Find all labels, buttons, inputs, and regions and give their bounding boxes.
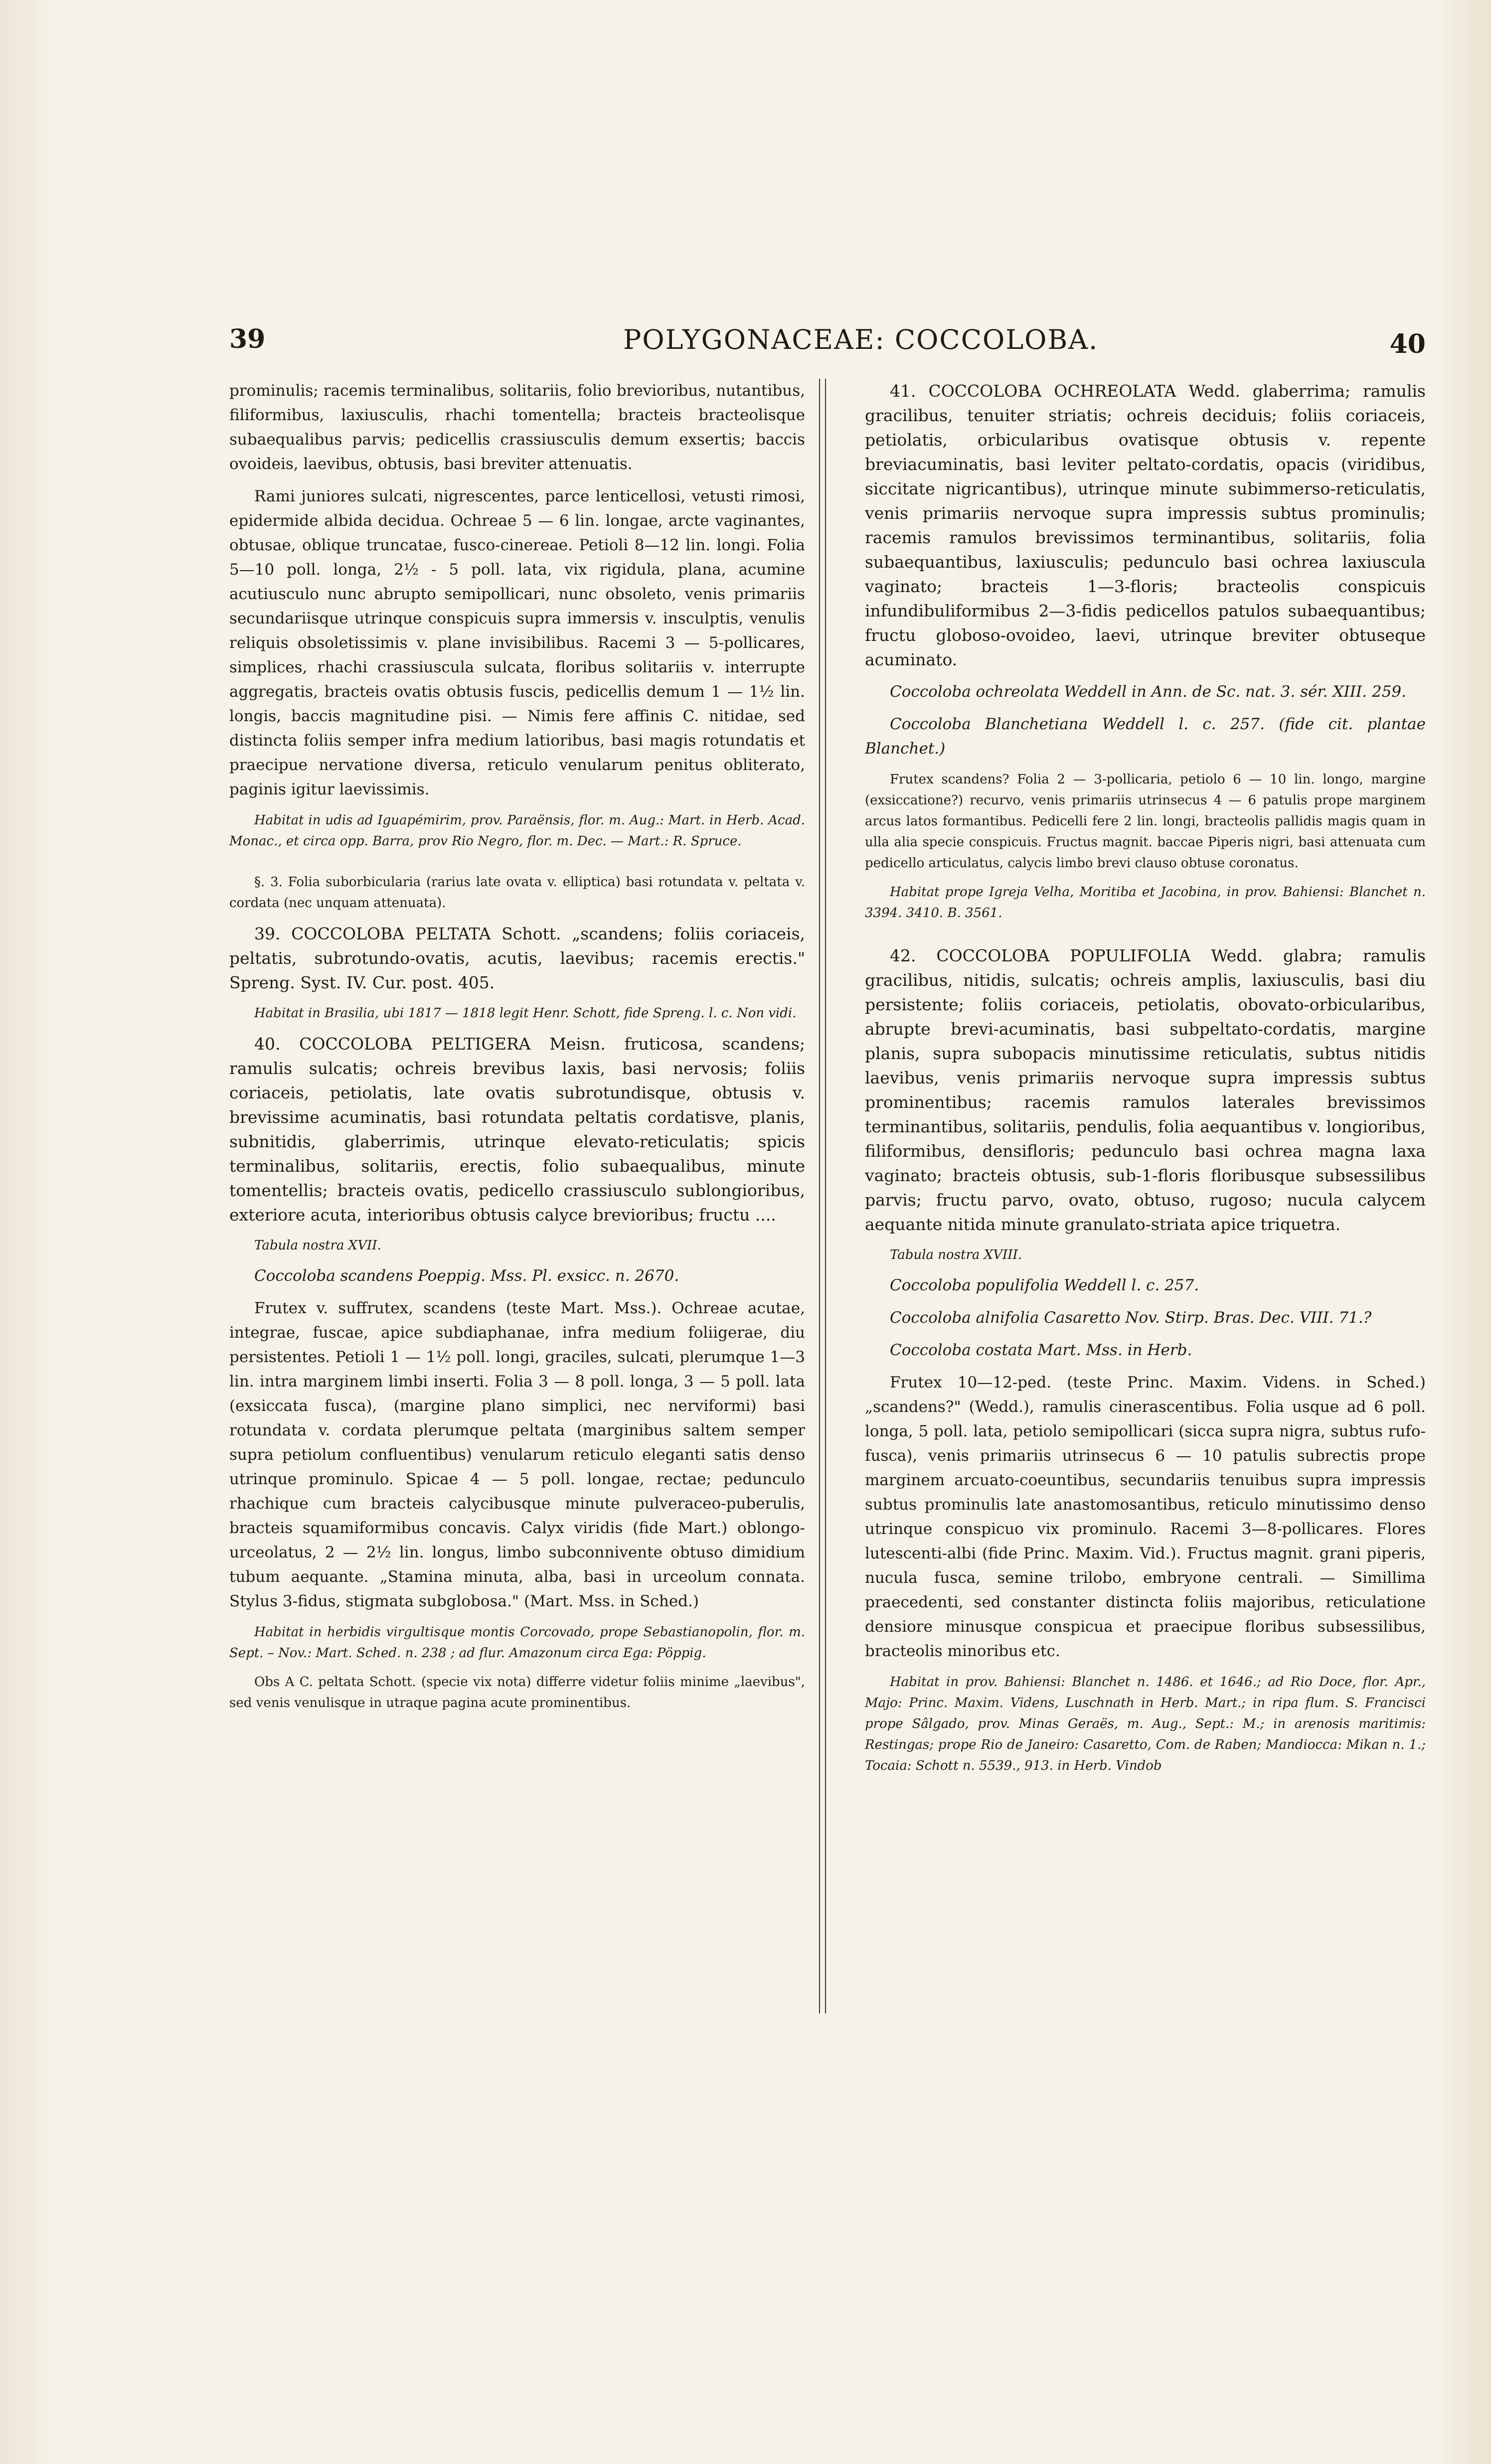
habitat-note: Habitat in prov. Bahiensi: Blanchet n. 1486. et 1646.; ad Rio Doce, flor. Apr., Majo: Princ. Maxim. Videns, Luschnath in Herb. Mart.; in ripa flum. S. Francisci prope Sâlgado, prov. Minas Geraës, m. Aug., Sept.: M.; in arenosis maritimis: Restingas; prope Rio de Janeiro: Casaretto, Com. de Raben; Mandiocca: Mikan n. 1.; Tocaia: Schott n. 5539., 913. in Herb. Vindob [865, 1675, 1426, 1773]
species-name: 40. COCCOLOBA PELTIGERA Meisn. [254, 1034, 606, 1054]
species-entry-39 [229, 922, 805, 995]
habitat-note: Habitat prope Igreja Velha, Moritiba et Jacobina, in prov. Bahiensi: Blanchet n. 3394. 3410. B. 3561. [865, 885, 1426, 921]
species-entry-40 [229, 1032, 805, 1227]
species-diagnosis: „scandens; foliis coriaceis, peltatis, subrotundo-ovatis, acutis, laevibus; racemis erectis." Spreng. Syst. IV. Cur. post. 405. [229, 924, 805, 992]
species-diagnosis: glaberrima; ramulis gracilibus, tenuiter striatis; ochreis deciduis; foliis coriaceis, petiolatis, orbicularibus ovatisque obtusis v. repente breviacuminatis, basi leviter peltato-cordatis, opacis (viridibus, siccitate nigricantibus), utrinque minute subimmerso-reticulatis, venis primariis nervoque supra impressis subtus prominulis; racemis ramulos brevissimos terminantibus, solitariis, folia subaequantibus, laxiusculis; pedunculo basi ochrea laxiuscula vaginato; bracteis 1—3-floris; bracteolis conspicuis infundibuliformibus 2—3-fidis pedicellos patulos subaequantibus; fructu globoso-ovoideo, laevi, utrinque breviter obtuseque acuminato. [865, 381, 1426, 669]
synonym: Coccoloba ochreolata Weddell in Ann. de Sc. nat. 3. sér. XIII. 259. [890, 683, 1407, 701]
paragraph: Frutex 10—12-ped. (teste Princ. Maxim. Videns. in Sched.) „scandens?" (Wedd.), ramulis cinerascentibus. Folia usque ad 6 poll. longa, 5 poll. lata, petiolo semipollicari (sicca supra nigra, subtus rufo-fusca), venis primariis utrinsecus 6 — 10 patulis subrectis prope marginem arcuato-coeuntibus, secundariis tenuibus supra impressis subtus prominulis late anastomosantibus, reticulo minutissimo denso utrinque conspicuo vix prominulo. Racemi 3—8-pollicares. Flores lutescenti-albi (fide Princ. Maxim. Vid.). Fructus magnit. grani piperis, nucula fusca, semine trilobo, embryone centrali. — Simillima praecedenti, sed constanter distincta foliis majoribus, reticulatione densiore minusque conspicua et praecipue floribus subsessilibus, bracteolis minoribus etc. [865, 1374, 1426, 1660]
habitat-note: Habitat in herbidis virgultisque montis Corcovado, prope Sebastianopolin, flor. m. Sept. – Nov.: Mart. Sched. n. 238 ; ad flur. Amazonum circa Ega: Pöppig. [229, 1625, 805, 1661]
running-head [229, 324, 1426, 364]
habitat-note: Habitat in udis ad Iguapémirim, prov. Paraënsis, flor. m. Aug.: Mart. in Herb. Acad. Monac., et circa opp. Barra, prov Rio Negro, flor. m. Dec. — Mart.: R. Spruce. [229, 813, 805, 849]
page-number-right: 40 [1389, 329, 1426, 359]
synonym: Coccoloba alnifolia Casaretto Nov. Stirp. Bras. Dec. VIII. 71.? [890, 1309, 1372, 1327]
paragraph: Rami juniores sulcati, nigrescentes, parce lenticellosi, vetusti rimosi, epidermide albida decidua. Ochreae 5 — 6 lin. longae, arcte vaginantes, obtusae, oblique truncatae, fusco-cinereae. Petioli 8—12 lin. longi. Folia 5—10 poll. longa, 2½ - 5 poll. lata, vix rigidula, plana, acumine acutiusculo nunc abrupto semipollicari, nunc obsoleto, venis primariis secundariisque utrinque conspicuis supra immersis v. insculptis, venulis reliquis obsoletissimis v. plane invisibilibus. Racemi 3 — 5-pollicares, simplices, rhachi crassiuscula sulcata, floribus solitariis v. interrupte aggregatis, bracteis ovatis obtusis fuscis, pedicellis demum 1 — 1½ lin. longis, baccis magnitudine pisi. — Nimis fere affinis C. nitidae, sed distincta foliis semper infra medium latioribus, basi magis rotundatis et praecipue nervatione diversa, reticulo venularum penitus obliterato, paginis igitur laevissimis. [229, 487, 805, 798]
page-number-left: 39 [229, 324, 266, 354]
page-title: POLYGONACEAE: COCCOLOBA. [623, 324, 1099, 355]
synonym: Coccoloba populifolia Weddell l. c. 257. [890, 1276, 1199, 1294]
plate-reference: Tabula nostra XVIII. [890, 1247, 1022, 1262]
synonym: Coccoloba Blanchetiana Weddell l. c. 257. (fide cit. plantae Blanchet.) [865, 715, 1426, 758]
observation-note: Obs A C. peltata Schott. (specie vix nota) differre videtur foliis minime „laevibus", sed venis venulisque in utraque pagina acute prominentibus. [229, 1675, 805, 1710]
synonym: Coccoloba scandens Poeppig. Mss. Pl. exsicc. n. 2670. [254, 1267, 679, 1285]
plate-reference: Tabula nostra XVII. [254, 1238, 381, 1253]
species-name: 42. COCCOLOBA POPULIFOLIA Wedd. [890, 946, 1263, 965]
left-column [229, 379, 805, 2205]
species-name: 41. COCCOLOBA OCHREOLATA Wedd. [890, 381, 1240, 401]
paragraph: Frutex v. suffrutex, scandens (teste Mart. Mss.). Ochreae acutae, integrae, fuscae, apice subdiaphanae, infra medium foliigerae, diu persistentes. Petioli 1 — 1½ poll. longi, graciles, sulcati, plerumque 1—3 lin. intra marginem limbi inserti. Folia 3 — 8 poll. longa, 3 — 5 poll. lata (exsiccata fusca), (margine plano simplici, nec nerviformi) basi rotundata v. cordata plerumque peltata (marginibus saltem semper supra petiolum confluentibus) venularum reticulo eleganti satis denso utrinque prominulo. Spicae 4 — 5 poll. longae, rectae; pedunculo rhachique cum bracteis calycibusque minute pulveraceo-puberulis, bracteis squamiformibus concavis. Calyx viridis (fide Mart.) oblongo-urceolatus, 2 — 2½ lin. longus, limbo subconnivente obtuso dimidium tubum aequante. „Stamina minuta, alba, basi in urceolum connata. Stylus 3-fidus, stigmata subglobosa." (Mart. Mss. in Sched.) [229, 1299, 805, 1610]
species-name: 39. COCCOLOBA PELTATA Schott. [254, 924, 561, 943]
species-diagnosis: glabra; ramulis gracilibus, nitidis, sulcatis; ochreis amplis, laxiusculis, basi diu persistente; foliis coriaceis, petiolatis, obovato-orbicularibus, abrupte brevi-acuminatis, basi subpeltato-cordatis, margine planis, supra subopacis minutissime reticulatis, subtus nitidis laevibus, venis primariis nervoque supra impressis subtus prominentibus; racemis ramulos laterales brevissimos terminantibus, solitariis, pendulis, folia aequantibus v. longioribus, filiformibus, densifloris; pedunculo basi ochrea magna laxa vaginato; bracteis obtusis, sub-1-floris floribusque subsessilibus parvis; fructu parvo, ovato, obtuso, rugoso; nucula calycem aequante nitida minute granulato-striata apice triquetra. [865, 946, 1426, 1234]
paragraph: Frutex scandens? Folia 2 — 3-pollicaria, petiolo 6 — 10 lin. longo, margine (exsiccatione?) recurvo, venis primariis utrinsecus 4 — 6 patulis prope marginem arcus latos formantibus. Pedicelli fere 2 lin. longi, bracteolis pallidis magis quam in ulla alia specie conspicuis. Fructus magnit. baccae Piperis nigri, basi attenuata cum pedicello articulatus, calycis limbo brevi clauso obtuse coronatus. [865, 772, 1426, 871]
column-divider [819, 379, 826, 2013]
section-heading: §. 3. Folia suborbicularia (rarius late ovata v. elliptica) basi rotundata v. peltata v. cordata (nec unquam attenuata). [229, 875, 805, 911]
species-entry-42 [865, 943, 1426, 1236]
right-column [865, 379, 1426, 2205]
species-entry-41 [865, 379, 1426, 672]
synonym: Coccoloba costata Mart. Mss. in Herb. [890, 1341, 1192, 1359]
paragraph: prominulis; racemis terminalibus, solitariis, folio brevioribus, nutantibus, filiformibus, laxiusculis, rhachi tomentella; bracteis bracteolisque subaequalibus parvis; pedicellis crassiusculis demum exsertis; baccis ovoideis, laevibus, obtusis, basi breviter attenuatis. [229, 382, 805, 473]
species-diagnosis: fruticosa, scandens; ramulis sulcatis; ochreis brevibus laxis, basi nervosis; foliis coriaceis, petiolatis, late ovatis subrotundisque, obtusis v. brevissime acuminatis, basi rotundata peltatis cordatisve, planis, subnitidis, glaberrimis, utrinque elevato-reticulatis; spicis terminalibus, solitariis, erectis, folio subaequalibus, minute tomentellis; bracteis ovatis, pedicello crassiusculo sublongioribus, exteriore acuta, interioribus obtusis calyce brevioribus; fructu .... [229, 1034, 805, 1225]
habitat-note: Habitat in Brasilia, ubi 1817 — 1818 legit Henr. Schott, fide Spreng. l. c. Non vidi. [254, 1006, 797, 1021]
